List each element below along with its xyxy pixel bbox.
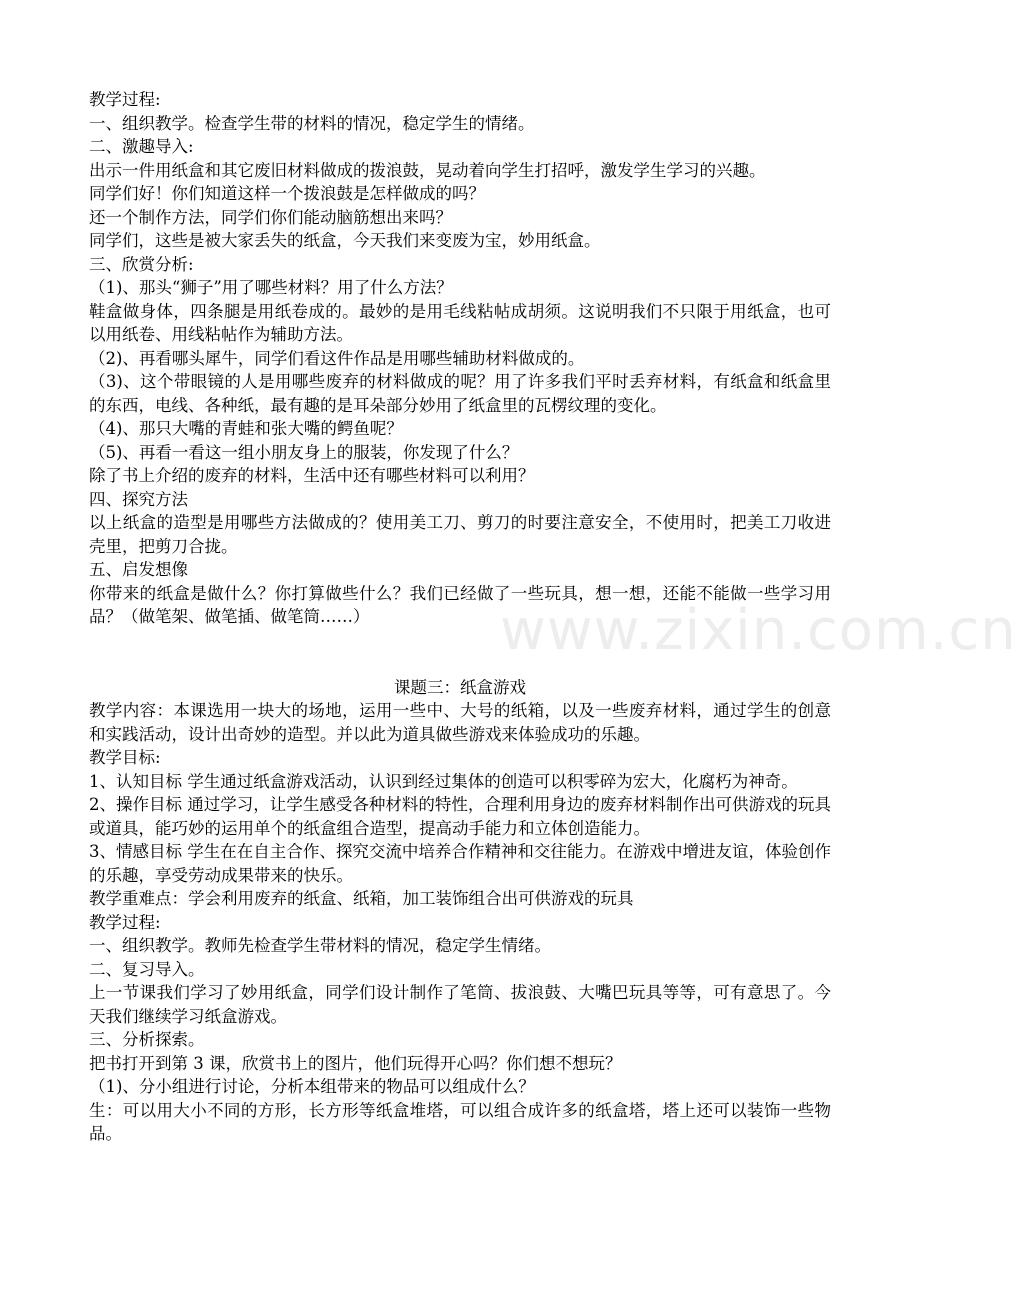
question-3: （3)、这个带眼镜的人是用哪些废弃的材料做成的呢？用了许多我们平时丢弃材料，有纸盒和纸盒里的东西，电线、各种纸，最有趣的是耳朵部分妙用了纸盒里的瓦楞纹理的变化。 <box>89 372 831 415</box>
step-intro-title: 二、激趣导入: <box>89 137 194 156</box>
materials-question: 除了书上介绍的废弃的材料，生活中还有哪些材料可以利用？ <box>89 466 535 485</box>
document-page <box>89 88 831 1146</box>
process-heading: 教学过程: <box>89 90 161 109</box>
step-imagination-title: 五、启发想像 <box>89 560 188 579</box>
intro-paragraph-2: 同学们好！你们知道这样一个拨浪鼓是怎样做成的吗？ <box>89 184 485 203</box>
goal-emotion: 3、情感目标 学生在在自主合作、探究交流中培养合作精神和交往能力。在游戏中增进友谊，体验创作的乐趣，享受劳动成果带来的快乐。 <box>89 842 831 885</box>
step-organize-2: 一、组织教学。教师先检查学生带材料的情况，稳定学生情绪。 <box>89 936 551 955</box>
goals-heading: 教学目标: <box>89 748 161 767</box>
goal-cognitive: 1、认知目标 学生通过纸盒游戏活动，认识到经过集体的创造可以积零碎为宏大，化腐朽为神奇。 <box>89 771 798 791</box>
intro-paragraph-4: 同学们，这些是被大家丢失的纸盒，今天我们来变废为宝，妙用纸盒。 <box>89 231 601 250</box>
step-appreciation-title: 三、欣赏分析: <box>89 254 194 274</box>
lesson-content: 教学内容：本课选用一块大的场地，运用一些中、大号的纸箱，以及一些废弃材料，通过学生的创意和实践活动，设计出奇妙的造型。并以此为道具做些游戏来体验成功的乐趣。 <box>89 701 831 744</box>
question-4: （4)、那只大嘴的青蛙和张大嘴的鳄鱼呢？ <box>89 419 403 438</box>
step-review-title: 二、复习导入。 <box>89 959 205 979</box>
analysis-paragraph: 把书打开到第 3 课，欣赏书上的图片，他们玩得开心吗？你们想不想玩？ <box>89 1053 622 1073</box>
question-5: （5)、再看一看这一组小朋友身上的服装，你发现了什么？ <box>89 442 519 462</box>
key-points: 教学重难点：学会利用废弃的纸盒、纸箱，加工装饰组合出可供游戏的玩具 <box>89 889 634 908</box>
review-paragraph: 上一节课我们学习了妙用纸盒，同学们设计制作了笔筒、拔浪鼓、大嘴巴玩具等等，可有意思了。今天我们继续学习纸盒游戏。 <box>89 983 831 1026</box>
intro-paragraph-3: 还一个制作方法，同学们你们能动脑筋想出来吗？ <box>89 207 452 227</box>
imagination-paragraph: 你带来的纸盒是做什么？你打算做些什么？我们已经做了一些玩具，想一想，还能不能做一些学习用品？（做笔架、做笔插、做笔筒……） <box>89 583 831 626</box>
analysis-question-1: （1)、分小组进行讨论，分析本组带来的物品可以组成什么？ <box>89 1077 535 1096</box>
intro-paragraph-1: 出示一件用纸盒和其它废旧材料做成的拨浪鼓，晃动着向学生打招呼，激发学生学习的兴趣。 <box>89 160 766 180</box>
watermark: www.zixin.com.cn <box>500 598 1017 663</box>
question-1: （1)、那头“狮子”用了哪些材料？用了什么方法？ <box>89 278 453 297</box>
question-2: （2)、再看哪头犀牛，同学们看这件作品是用哪些辅助材料做成的。 <box>89 348 585 368</box>
section-spacer <box>89 629 831 676</box>
step-analysis-title: 三、分析探索。 <box>89 1030 205 1049</box>
goal-operation: 2、操作目标 通过学习，让学生感受各种材料的特性，合理利用身边的废弃材料制作出可供游戏的玩具或道具，能巧妙的运用单个的纸盒组合造型，提高动手能力和立体创造能力。 <box>89 795 831 838</box>
analysis-answer-1: 生：可以用大小不同的方形，长方形等纸盒堆塔，可以组合成许多的纸盒塔，塔上还可以装饰一些物品。 <box>89 1100 831 1143</box>
method-paragraph: 以上纸盒的造型是用哪些方法做成的？使用美工刀、剪刀的时要注意安全，不使用时，把美工刀收进壳里，把剪刀合拢。 <box>89 513 831 556</box>
lesson-title: 课题三：纸盒游戏 <box>394 677 526 697</box>
step-method-title: 四、探究方法 <box>89 489 188 509</box>
step-organize: 一、组织教学。检查学生带的材料的情况，稳定学生的情绪。 <box>89 113 535 133</box>
answer-1: 鞋盒做身体，四条腿是用纸卷成的。最妙的是用毛线粘帖成胡须。这说明我们不只限于用纸盒，也可以用纸卷、用线粘帖作为辅助方法。 <box>89 301 831 344</box>
process-heading-2: 教学过程: <box>89 912 161 932</box>
